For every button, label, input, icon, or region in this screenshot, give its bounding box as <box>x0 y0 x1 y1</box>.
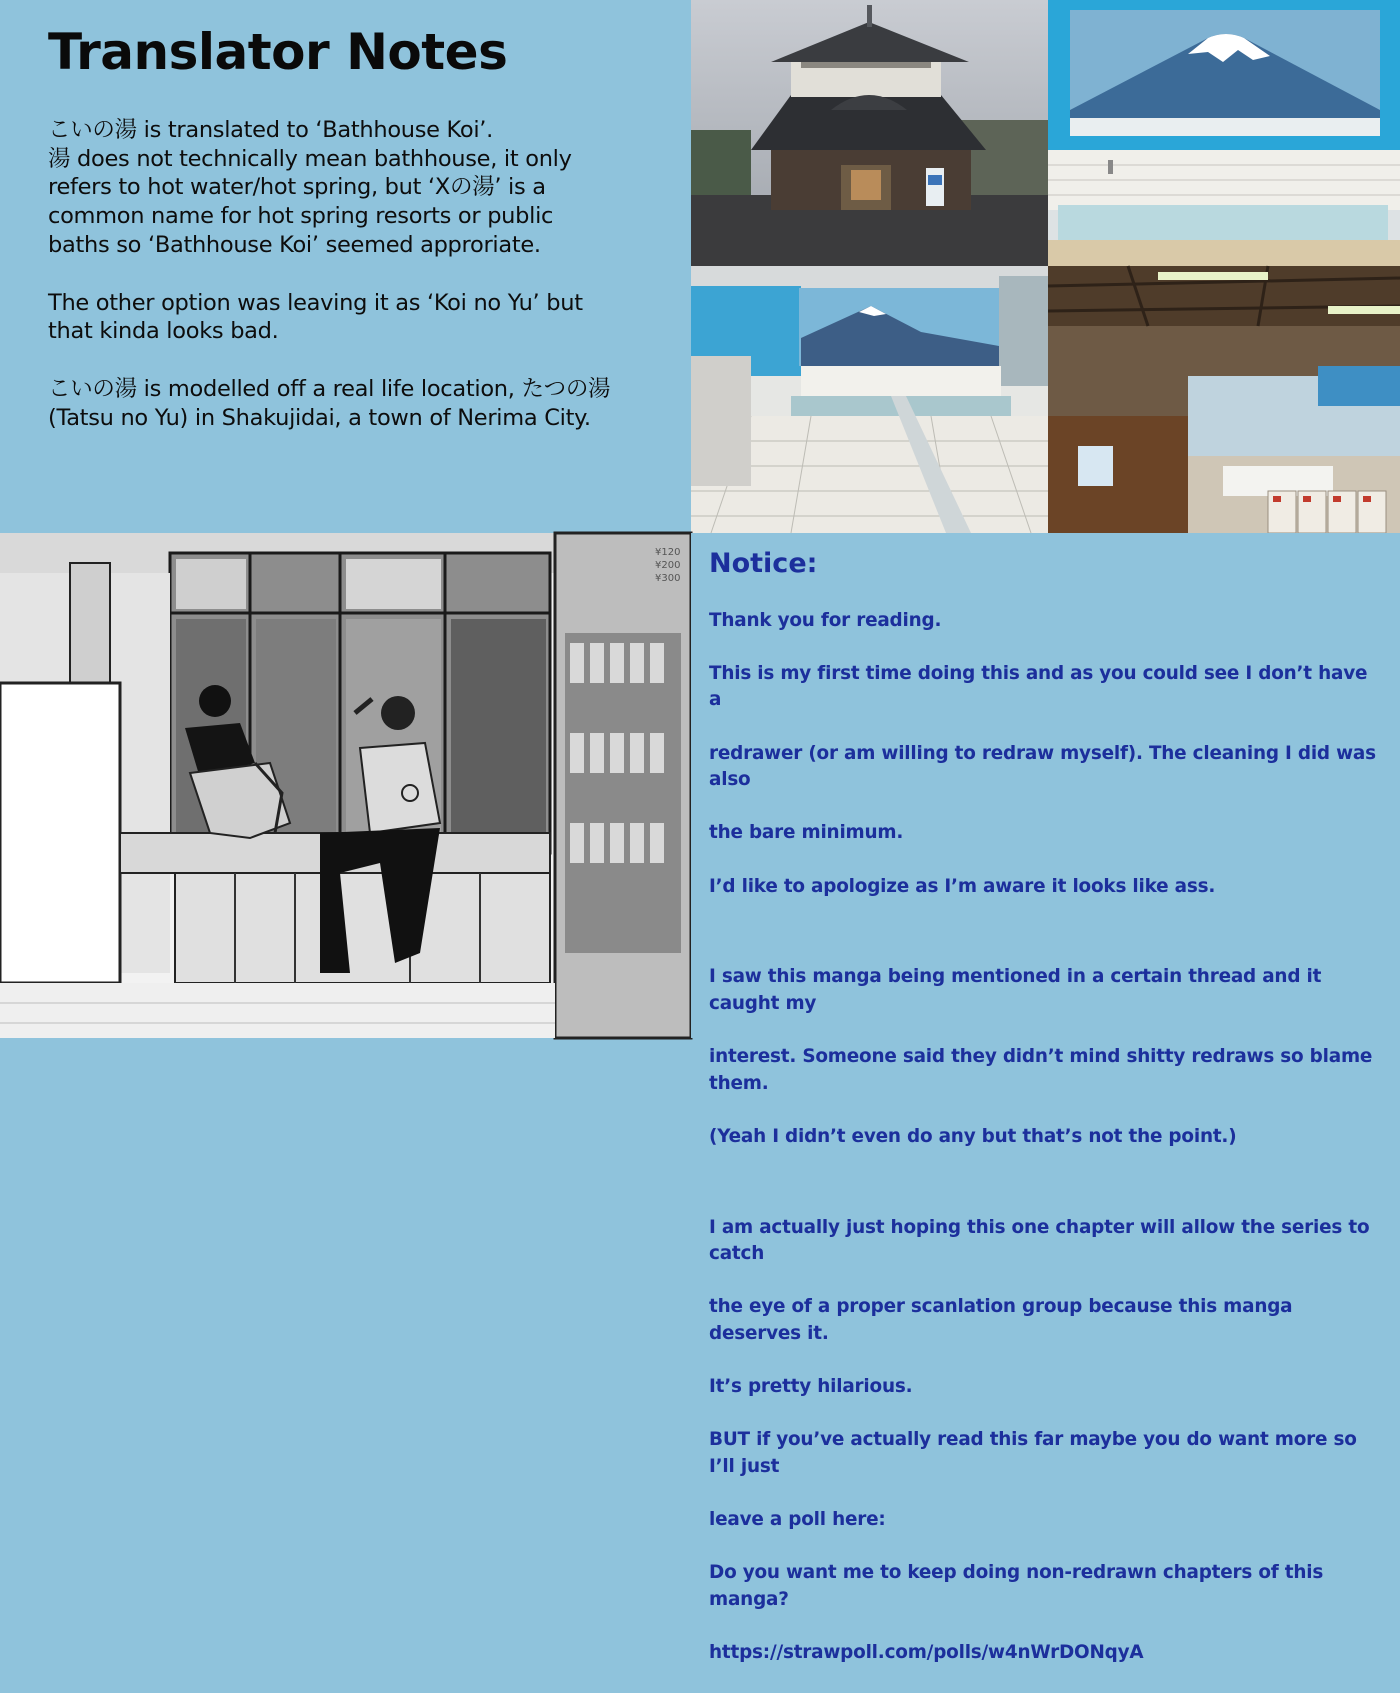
notice-line: I am actually just hoping this one chapter will allow the series to catch <box>709 1216 1370 1265</box>
bathhouse-exterior-photo <box>691 0 1048 266</box>
notice-panel <box>691 533 1400 1664</box>
notes-paragraph-3: こいの湯 is modelled off a real life location, たつの湯 (Tatsu no Yu) in Shakujidai, a town of Nerima City. <box>48 375 611 431</box>
notice-paragraph-2 <box>709 938 1382 1177</box>
notice-line: interest. Someone said they didn’t mind shitty redraws so blame them. <box>709 1046 1373 1094</box>
notice-heading: Notice: <box>709 548 818 579</box>
notice-line: the eye of a proper scanlation group because this manga deserves it. <box>709 1296 1293 1345</box>
notice-line: the bare minimum. <box>709 822 904 844</box>
price-label: ¥120 <box>655 547 681 558</box>
notice-line: Do you want me to keep doing non-redrawn chapters of this manga? <box>709 1562 1324 1610</box>
notice-paragraph-1 <box>709 581 1382 927</box>
notes-paragraph-1: こいの湯 is translated to ‘Bathhouse Koi’. 湯 does not technically mean bathhouse, it only refers to hot water/hot spring, but ‘Xの湯’ is a common name for hot spring resorts or public baths so ‘Bathhouse Koi’ seemed approriate. <box>48 117 572 258</box>
notes-title: Translator Notes <box>48 23 508 81</box>
bath-hall-interior-photo <box>691 266 1048 533</box>
notice-line: This is my first time doing this and as you could see I don’t have a <box>709 662 1368 711</box>
translator-notes-panel <box>0 0 691 533</box>
notice-line: I saw this manga being mentioned in a certain thread and it caught my <box>709 966 1322 1014</box>
notice-line: BUT if you’ve actually read this far maybe you do want more so I’ll just <box>709 1429 1357 1477</box>
notice-line: It’s pretty hilarious. <box>709 1376 913 1398</box>
notice-line: Thank you for reading. <box>709 609 942 631</box>
notice-line: leave a poll here: <box>709 1509 886 1531</box>
price-label: ¥300 <box>655 573 681 584</box>
bathhouse-lobby-photo <box>1048 266 1400 533</box>
notice-paragraph-3 <box>709 1188 1382 1693</box>
notice-line: (Yeah I didn’t even do any but that’s not the point.) <box>709 1125 1237 1147</box>
poll-link[interactable]: https://strawpoll.com/polls/w4nWrDONqyA <box>709 1642 1144 1664</box>
manga-panel-image <box>0 533 691 1038</box>
notice-line: I’d like to apologize as I’m aware it looks like ass. <box>709 875 1216 897</box>
notice-line: redrawer (or am willing to redraw myself). The cleaning I did was also <box>709 742 1376 791</box>
fuji-mural-bath-photo <box>1048 0 1400 266</box>
notes-paragraph-2: The other option was leaving it as ‘Koi no Yu’ but that kinda looks bad. <box>48 289 583 345</box>
price-label: ¥200 <box>655 560 681 571</box>
price-sign <box>655 547 680 584</box>
